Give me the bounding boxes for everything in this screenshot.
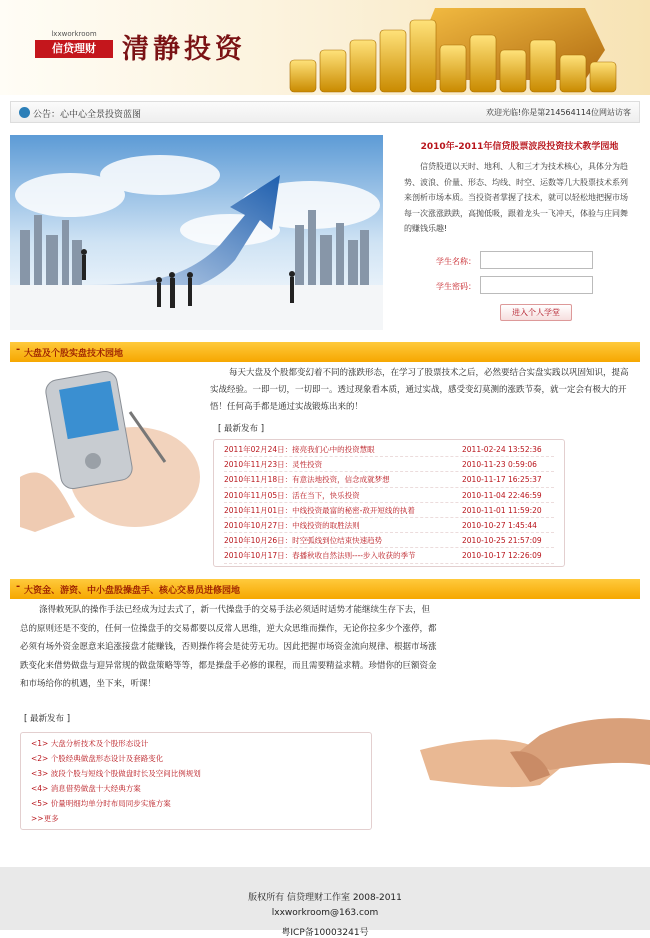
icp-license-text: 粤ICP备10003241号 (281, 928, 369, 938)
handheld-device-image (15, 367, 200, 532)
news-row[interactable] (224, 472, 554, 487)
news-row[interactable] (224, 518, 554, 533)
news-title[interactable]: 2010年11月18日：有意法地投资，信念成就梦想 (224, 475, 390, 485)
news-date: 2010-10-17 12:26:09 (462, 551, 542, 561)
site-logo[interactable] (35, 30, 113, 62)
course-item[interactable]: <3> 波段个股与短线个股做盘时长及空间比例规划 (31, 769, 201, 778)
course-item[interactable]: <4> 消息借势做盘十大经典方案 (31, 784, 141, 793)
latest-posts-label: [ 最新发布 ] (218, 424, 265, 434)
news-row[interactable] (224, 457, 554, 472)
username-input[interactable] (480, 251, 593, 269)
gold-coins-banner-image (285, 0, 650, 95)
news-row[interactable] (224, 533, 554, 548)
course-item[interactable]: <5> 价量明细均单分时布局同步实施方案 (31, 799, 171, 808)
contact-email-link[interactable]: lxxworkroom@163.com (271, 908, 379, 918)
section-header-trader-training (10, 579, 640, 599)
handshake-image (420, 690, 650, 820)
news-list (213, 439, 565, 567)
intro-title: 2010年-2011年信贷股票波段投资技术教学园地 (420, 142, 619, 152)
password-input[interactable] (480, 276, 593, 294)
news-title[interactable]: 2010年10月26日：时空弧线到位结束快速趋势 (224, 536, 383, 546)
news-date: 2010-11-01 11:59:20 (462, 505, 542, 515)
notice-bar (10, 101, 640, 123)
notice-text[interactable]: 公告：心中心全景投资蓝图 (33, 110, 142, 120)
section-title[interactable]: 大盘及个股实盘技术园地 (24, 349, 124, 359)
bullet-icon: - (16, 581, 21, 592)
visitor-counter: 欢迎光临!你是第214564114位网站访客 (485, 108, 631, 117)
section-header-market-practice (10, 342, 640, 362)
site-header (0, 0, 650, 95)
course-item[interactable]: <1> 大盘分析技术及个股形态设计 (31, 739, 149, 748)
news-title[interactable]: 2010年11月23日：灵性投资 (224, 460, 323, 470)
news-title[interactable]: 2011年02月24日：接亮我们心中的投资慧眼 (224, 445, 375, 454)
more-link[interactable]: >>更多 (31, 814, 59, 823)
copyright-text: 版权所有 信贷理财工作室 2008-2011 (248, 893, 402, 903)
news-row[interactable] (224, 442, 554, 457)
section2-paragraph: 涤得敕死队的操作手法已经成为过去式了，新一代操盘手的交易手法必须适时适势才能继续生存下去，但总的原则还是不变的，任何一位操盘手的交易都要以反常人思维，逆大众思维而操作，无论你拉多少个涨停，都必须有场外资金愿意来追涨接盘才能赚钱，否则操作将会是徒劳无功。因此把握市场资金流向规律、根据市场涨跌变化来借势做盘与迎异常规的做盘策略等等，都是操盘手必修的课程，而且需要精益求精。珍惜你的巨额资金和市场给你的机遇，坐下来，听课！ (20, 605, 437, 689)
intro-text: 信贷股道以天时、地利、人和三才为技术核心，具体分为趋势、波浪、价量、形态、均线、时空、运数等几大股票技术系列来剖析市场本质。当投资者掌握了技术，就可以轻松地把握市场每一次涨涨跌跌，高抛低吸，跟着龙头一飞冲天，体验与庄同舞的赚钱乐趣! (404, 162, 628, 233)
news-title[interactable]: 2010年11月05日：活在当下，快乐投资 (224, 490, 360, 500)
bullet-icon: - (16, 344, 21, 355)
news-date: 2010-10-25 21:57:09 (462, 536, 542, 546)
logo-subtitle: lxxworkroom (51, 30, 97, 38)
news-title[interactable]: 2010年11月01日：中线投资最富的秘密-敌开短线的执着 (224, 505, 415, 515)
news-date: 2011-02-24 13:52:36 (462, 445, 542, 454)
city-arrow-hero-image (10, 135, 383, 330)
news-date: 2010-11-04 22:46:59 (462, 490, 542, 500)
brand-title: 清静投资 (122, 34, 246, 65)
announcement-icon (19, 107, 30, 118)
news-title[interactable]: 2010年10月27日：中线投资的取胜法则 (224, 520, 360, 530)
site-footer (0, 867, 650, 938)
news-row[interactable] (224, 548, 554, 563)
enter-classroom-button[interactable]: 进入个人学堂 (500, 304, 572, 321)
news-row[interactable] (224, 503, 554, 518)
course-list (20, 732, 372, 830)
section-title[interactable]: 大资金、游资、中小盘股操盘手、核心交易员进修园地 (24, 586, 241, 596)
username-label: 学生名称： (436, 257, 476, 266)
news-date: 2010-11-17 16:25:37 (462, 475, 542, 485)
section1-paragraph: 每天大盘及个股都变幻着不同的涨跌形态，在学习了股票技术之后，必然要结合实盘实践以巩固知识，提高实战经验。一即一切，一切即一。透过现象看本质，通过实战，感受变幻莫测的涨跌节奏，就一定会有极大的开悟！任何高手都是通过实战锻炼出来的！ (210, 368, 629, 412)
news-row[interactable] (224, 488, 554, 503)
course-item[interactable]: <2> 个股经典做盘形态设计及套路变化 (31, 754, 164, 763)
logo-label: 信贷理财 (35, 40, 113, 58)
news-date: 2010-11-23 0:59:06 (462, 460, 537, 470)
password-label: 学生密码： (436, 282, 476, 291)
latest-posts-label: [ 最新发布 ] (24, 714, 71, 724)
news-title[interactable]: 2010年10月17日：春播秋收自然法则----步入收获的季节 (224, 551, 416, 561)
news-date: 2010-10-27 1:45:44 (462, 520, 537, 530)
